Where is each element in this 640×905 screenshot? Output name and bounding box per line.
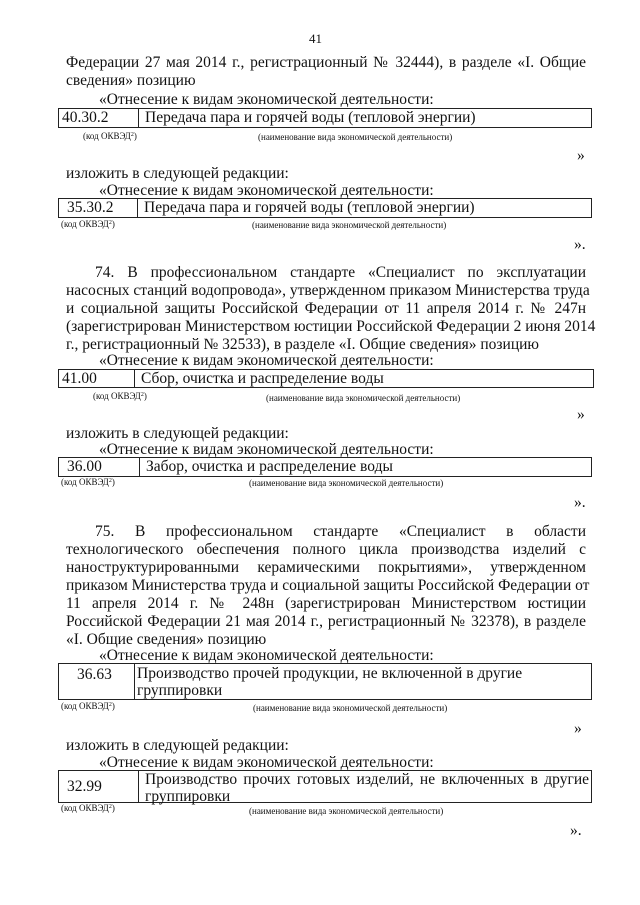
paragraph-line: наноструктурированными керамическими покрытиями», утвержденном	[66, 559, 586, 576]
okved-name	[135, 664, 591, 699]
new-edition-label: изложить в следующей редакции:	[66, 737, 289, 754]
attr-heading: «Отнесение к видам экономической деятельности:	[99, 754, 434, 771]
paragraph-line: технологического обеспечения полного цикла производства изделий с	[66, 541, 586, 558]
close-quote: ».	[574, 236, 586, 253]
paragraph-line: Федерации 27 мая 2014 г., регистрационный № 32444), в разделе «I. Общие	[66, 54, 586, 71]
okved-code: 36.00	[59, 458, 140, 476]
attr-heading: «Отнесение к видам экономической деятельности:	[99, 441, 434, 458]
paragraph-line: насосных станций водопровода», утвержденном приказом Министерства труда	[66, 282, 590, 299]
name-caption: (наименование вида экономической деятельности)	[249, 478, 444, 488]
code-caption: (код ОКВЭД$^2$)	[61, 219, 115, 229]
close-quote: ».	[574, 494, 586, 511]
okved-table	[58, 108, 592, 128]
okved-code: 36.63	[59, 664, 135, 699]
okved-table	[58, 457, 592, 477]
okved-table	[58, 770, 592, 803]
attr-heading: «Отнесение к видам экономической деятельности:	[99, 647, 434, 664]
code-caption: (код ОКВЭД$^2$)	[93, 391, 147, 401]
okved-name-line: группировки	[145, 788, 231, 805]
okved-name-line: группировки	[137, 682, 223, 699]
paragraph-line: сведения» позицию	[66, 72, 196, 89]
name-caption: (наименование вида экономической деятельности)	[266, 393, 461, 403]
paragraph-line: г., регистрационный № 32533), в разделе «I. Общие сведения» позицию	[66, 336, 539, 353]
okved-name: Передача пара и горячей воды (тепловой энергии)	[144, 199, 475, 216]
close-quote: »	[577, 147, 585, 164]
paragraph-line: Российской Федерации 21 мая 2014 г., регистрационный № 32378), в разделе	[66, 613, 586, 630]
new-edition-label: изложить в следующей редакции:	[66, 165, 289, 182]
okved-code: 35.30.2	[59, 199, 138, 217]
code-caption: (код ОКВЭД$^2$)	[83, 131, 137, 141]
okved-name: Сбор, очистка и распределение воды	[141, 370, 384, 387]
code-caption: (код ОКВЭД$^2$)	[61, 803, 115, 813]
name-caption: (наименование вида экономической деятельности)	[258, 132, 453, 142]
paragraph-line: приказом Министерства труда и социальной защиты Российской Федерации от	[66, 577, 590, 594]
page-number: 41	[309, 31, 322, 46]
okved-name	[139, 771, 591, 805]
close-quote: ».	[570, 822, 582, 839]
paragraph-line: (зарегистрирован Министерством юстиции Российской Федерации 2 июня 2014	[66, 318, 596, 335]
okved-name: Передача пара и горячей воды (тепловой энергии)	[145, 109, 476, 126]
okved-name: Забор, очистка и распределение воды	[146, 458, 393, 475]
new-edition-label: изложить в следующей редакции:	[66, 425, 289, 442]
paragraph-line: 75. В профессиональном стандарте «Специалист в области	[95, 523, 586, 540]
attr-heading: «Отнесение к видам экономической деятельности:	[99, 182, 434, 199]
okved-code: 32.99	[59, 771, 139, 802]
okved-code: 40.30.2	[59, 109, 139, 127]
name-caption: (наименование вида экономической деятельности)	[252, 220, 447, 230]
code-caption: (код ОКВЭД$^2$)	[61, 477, 115, 487]
code-caption: (код ОКВЭД$^2$)	[61, 701, 115, 711]
okved-name-line: Производство прочих готовых изделий, не включенных в другие	[145, 771, 589, 788]
close-quote: »	[574, 720, 582, 737]
okved-table	[58, 369, 594, 388]
okved-code: 41.00	[59, 370, 135, 387]
close-quote: »	[577, 406, 585, 423]
attr-heading: «Отнесение к видам экономической деятельности:	[99, 91, 434, 108]
okved-table	[58, 663, 592, 700]
okved-name-line: Производство прочей продукции, не включенной в другие	[137, 665, 523, 682]
okved-table	[58, 198, 592, 218]
paragraph-line: «I. Общие сведения» позицию	[66, 631, 267, 648]
paragraph-line: 11 апреля 2014 г. № 248н (зарегистрирован Министерством юстиции	[66, 595, 586, 612]
name-caption: (наименование вида экономической деятельности)	[253, 703, 448, 713]
name-caption: (наименование вида экономической деятельности)	[249, 806, 444, 816]
paragraph-line: 74. В профессиональном стандарте «Специалист по эксплуатации	[95, 264, 586, 281]
paragraph-line: и социальной защиты Российской Федерации от 11 апреля 2014 г. № 247н	[66, 300, 586, 317]
attr-heading: «Отнесение к видам экономической деятельности:	[99, 352, 434, 369]
